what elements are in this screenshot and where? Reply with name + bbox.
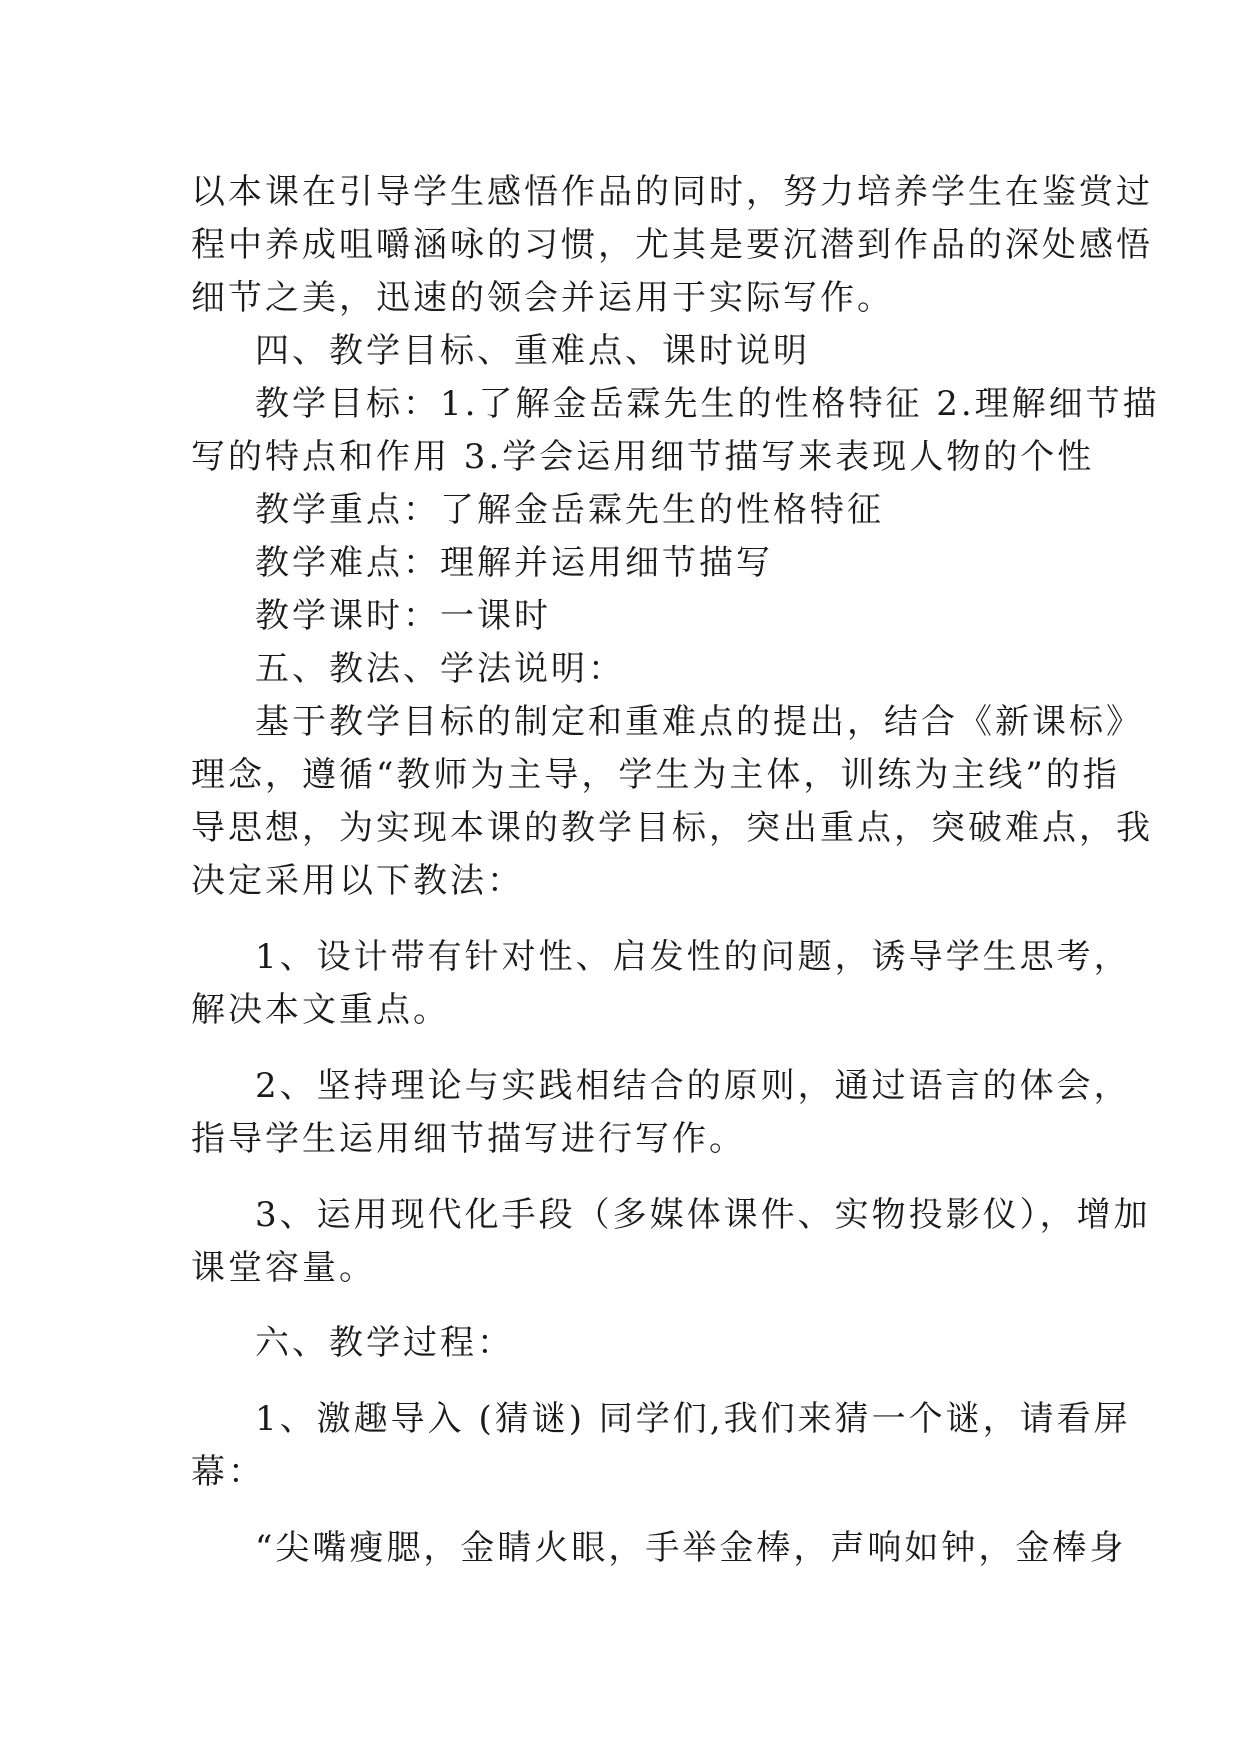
paragraph-line: 指导学生运用细节描写进行写作。 — [191, 1119, 746, 1159]
paragraph-line: 课堂容量。 — [191, 1248, 376, 1288]
paragraph-line: 教学难点：理解并运用细节描写 — [255, 543, 773, 583]
paragraph-line: 教学课时：一课时 — [255, 596, 551, 636]
paragraph-line: 1、激趣导入 (猜谜) 同学们,我们来猜一个谜，请看屏 — [255, 1399, 1131, 1439]
paragraph-line: 理念，遵循“教师为主导，学生为主体，训练为主线”的指 — [191, 755, 1120, 795]
paragraph-line: 细节之美，迅速的领会并运用于实际写作。 — [191, 278, 894, 318]
paragraph-line: 写的特点和作用 3.学会运用细节描写来表现人物的个性 — [191, 437, 1095, 477]
paragraph-line: 基于教学目标的制定和重难点的提出，结合《新课标》 — [255, 702, 1143, 742]
paragraph-line: 2、坚持理论与实践相结合的原则，通过语言的体会， — [255, 1066, 1131, 1106]
paragraph-line: 教学重点：了解金岳霖先生的性格特征 — [255, 490, 884, 530]
paragraph-line: 教学目标：1.了解金岳霖先生的性格特征 2.理解细节描 — [255, 384, 1160, 424]
section-heading: 五、教法、学法说明： — [255, 649, 625, 689]
paragraph-line: 3、运用现代化手段（多媒体课件、实物投影仪），增加 — [255, 1195, 1151, 1235]
paragraph-line: 导思想，为实现本课的教学目标，突出重点，突破难点，我 — [191, 808, 1153, 848]
paragraph-line: 以本课在引导学生感悟作品的同时，努力培养学生在鉴赏过 — [191, 172, 1153, 212]
section-heading: 六、教学过程： — [255, 1323, 514, 1363]
paragraph-line: “尖嘴瘦腮，金睛火眼，手举金棒，声响如钟，金棒身 — [255, 1528, 1127, 1568]
paragraph-line: 程中养成咀嚼涵咏的习惯，尤其是要沉潜到作品的深处感悟 — [191, 225, 1153, 265]
section-heading: 四、教学目标、重难点、课时说明 — [255, 331, 810, 371]
paragraph-line: 1、设计带有针对性、启发性的问题，诱导学生思考， — [255, 937, 1131, 977]
paragraph-line: 解决本文重点。 — [191, 990, 450, 1030]
paragraph-line: 决定采用以下教法： — [191, 861, 524, 901]
paragraph-line: 幕： — [191, 1452, 265, 1492]
